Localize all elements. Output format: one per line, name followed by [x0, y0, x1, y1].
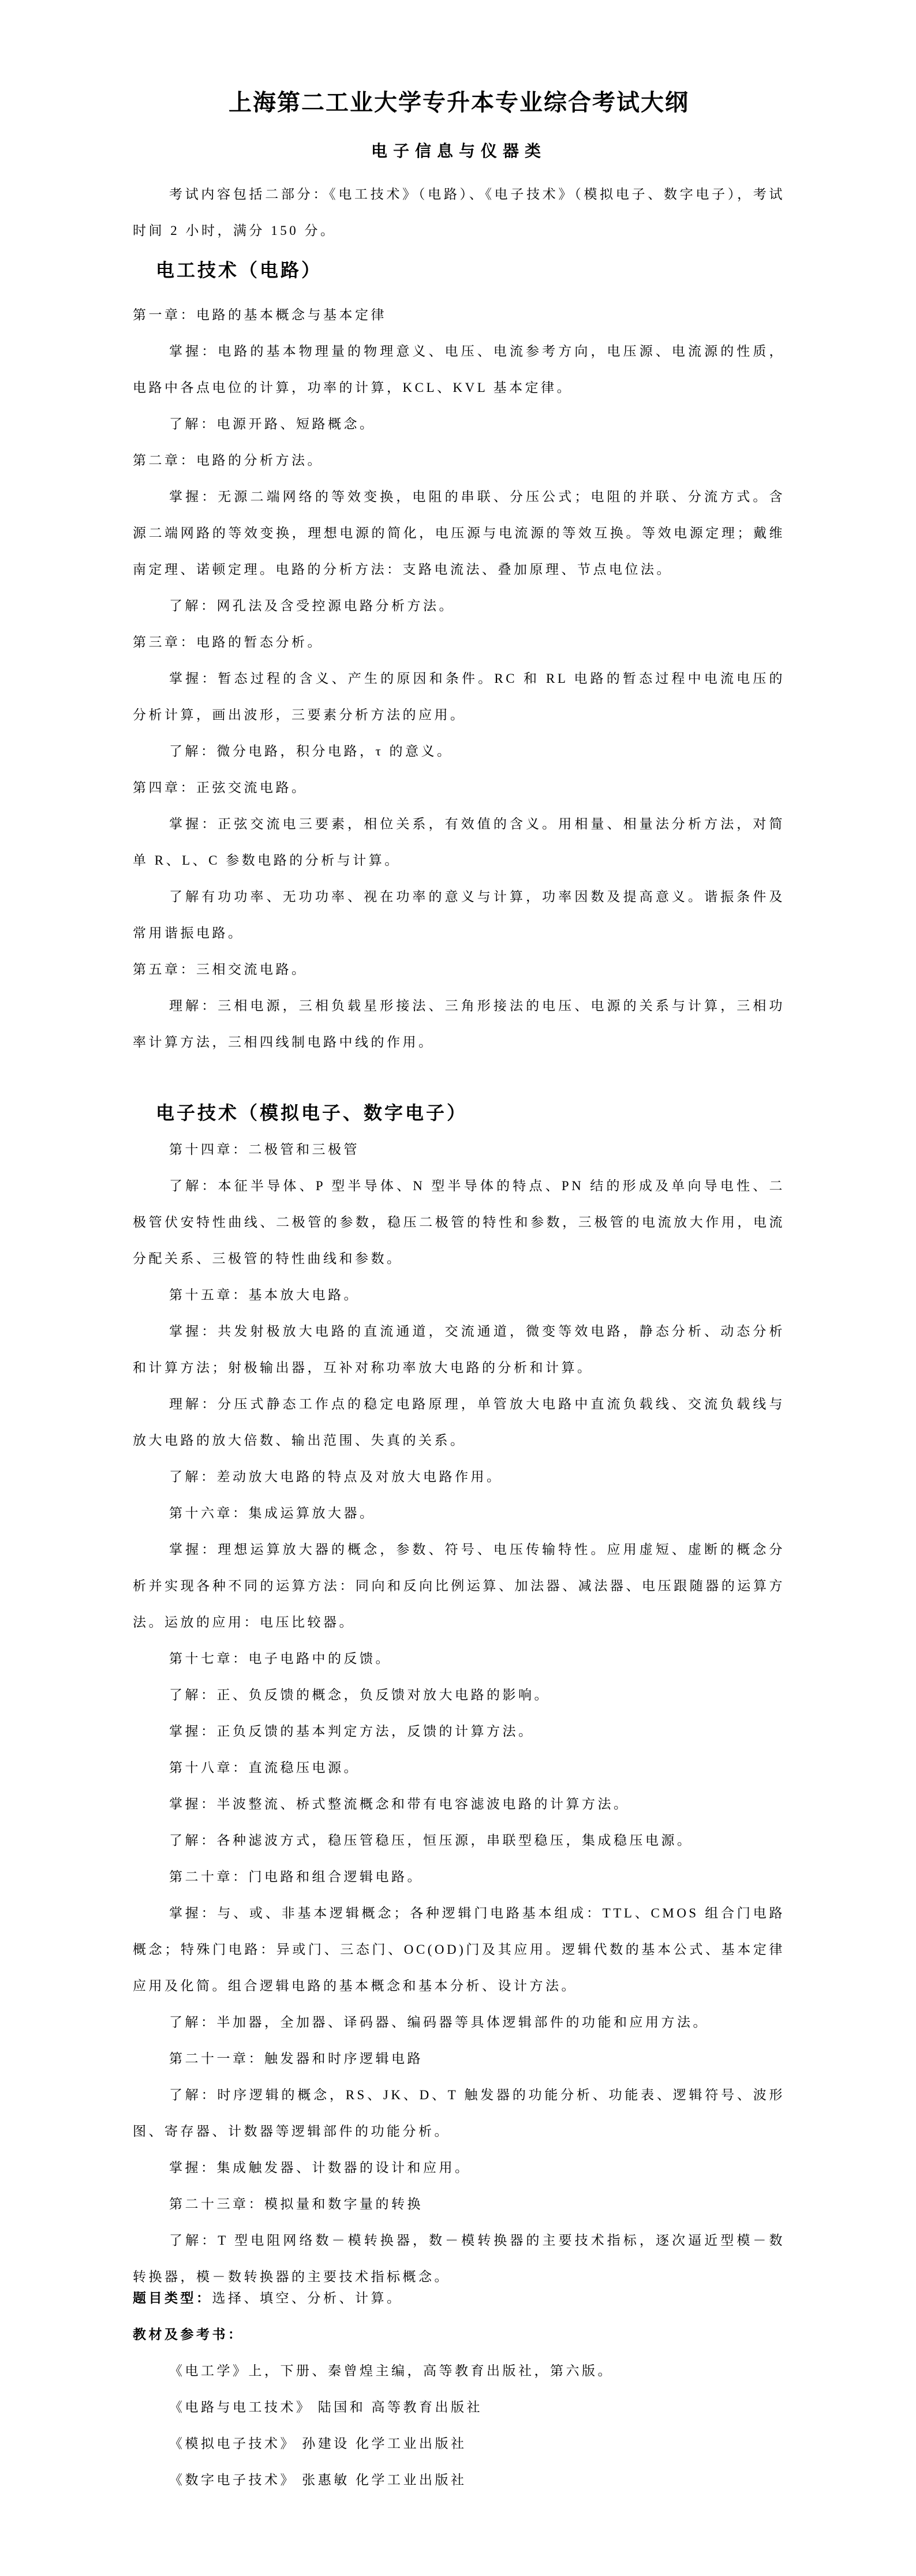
chapter-heading: 第四章：正弦交流电路。 [133, 780, 308, 795]
syllabus-paragraph: 掌握：半波整流、桥式整流概念和带有电容滤波电路的计算方法。 [169, 1797, 630, 1811]
syllabus-paragraph: 了解：时序逻辑的概念，RS、JK、D、T 触发器的功能分析、功能表、逻辑符号、波形图、寄存器、计数器等逻辑部件的功能分析。 [133, 2088, 785, 2138]
syllabus-paragraph: 了解：差动放大电路的特点及对放大电路作用。 [169, 1470, 503, 1484]
chapter-heading: 第五章：三相交流电路。 [133, 962, 308, 977]
syllabus-paragraph: 掌握：理想运算放大器的概念，参数、符号、电压传输特性。应用虚短、虚断的概念分析并实现各种不同的运算方法：同向和反向比例运算、加法器、减法器、电压跟随器的运算方法。运放的应用：电压比较器。 [133, 1542, 785, 1629]
syllabus-paragraph: 了解：电源开路、短路概念。 [169, 417, 376, 431]
chapter-heading: 第十五章：基本放大电路。 [169, 1288, 360, 1302]
section-heading: 电工技术（电路） [156, 260, 323, 281]
reference-book-item: 《数字电子技术》 张惠敏 化学工业出版社 [169, 2473, 467, 2487]
syllabus-paragraph: 掌握：正弦交流电三要素，相位关系，有效值的含义。用相量、相量法分析方法，对简单 R、L、C 参数电路的分析与计算。 [133, 817, 785, 868]
syllabus-paragraph: 了解：正、负反馈的概念，负反馈对放大电路的影响。 [169, 1688, 550, 1702]
chapter-heading: 第十六章：集成运算放大器。 [169, 1506, 376, 1520]
references-heading: 教材及参考书： [133, 2327, 244, 2342]
syllabus-paragraph: 掌握：共发射极放大电路的直流通道，交流通道，微变等效电路，静态分析、动态分析和计算方法；射极输出器，互补对称功率放大电路的分析和计算。 [133, 1324, 785, 1375]
syllabus-paragraph: 了解：T 型电阻网络数－模转换器，数－模转换器的主要技术指标，逐次逼近型模－数转换器，模－数转换器的主要技术指标概念。 [133, 2233, 785, 2284]
references-list [133, 2353, 785, 2498]
chapter-heading: 第二十章：门电路和组合逻辑电路。 [169, 1870, 423, 1884]
chapter-heading: 第二十一章：触发器和时序逻辑电路 [169, 2051, 423, 2066]
section-heading: 电子技术（模拟电子、数字电子） [156, 1102, 468, 1123]
chapter-heading: 第一章：电路的基本概念与基本定律 [133, 308, 387, 322]
syllabus-paragraph: 掌握：正负反馈的基本判定方法，反馈的计算方法。 [169, 1724, 534, 1738]
reference-book-item: 《模拟电子技术》 孙建设 化学工业出版社 [169, 2436, 467, 2451]
reference-book-item: 《电路与电工技术》 陆国和 高等教育出版社 [169, 2400, 483, 2414]
syllabus-paragraph: 了解：各种滤波方式，稳压管稳压，恒压源，串联型稳压，集成稳压电源。 [169, 1833, 693, 1848]
chapter-heading: 第二十三章：模拟量和数字量的转换 [169, 2197, 423, 2211]
chapter-heading: 第十八章：直流稳压电源。 [169, 1760, 360, 1775]
question-types-label: 题目类型： [133, 2291, 212, 2305]
intro-paragraph: 考试内容包括二部分：《电工技术》（电路）、《电子技术》（模拟电子、数字电子），考试时间 2 小时，满分 150 分。 [133, 187, 785, 238]
reference-book-item: 《电工学》上，下册、秦曾煌主编，高等教育出版社，第六版。 [169, 2364, 614, 2378]
syllabus-paragraph: 掌握：暂态过程的含义、产生的原因和条件。RC 和 RL 电路的暂态过程中电流电压的分析计算，画出波形，三要素分析方法的应用。 [133, 671, 785, 722]
chapter-heading: 第十四章：二极管和三极管 [169, 1142, 360, 1157]
document-subtitle: 电子信息与仪器类 [371, 143, 547, 160]
document-body [133, 176, 785, 2498]
syllabus-paragraph: 掌握：与、或、非基本逻辑概念；各种逻辑门电路基本组成：TTL、CMOS 组合门电路概念；特殊门电路：异或门、三态门、OC(OD)门及其应用。逻辑代数的基本公式、基本定律应用及化简。组合逻辑电路的基本概念和基本分析、设计方法。 [133, 1906, 785, 1993]
document-title: 上海第二工业大学专升本专业综合考试大纲 [229, 89, 689, 115]
syllabus-paragraph: 理解：三相电源，三相负载星形接法、三角形接法的电压、电源的关系与计算，三相功率计算方法，三相四线制电路中线的作用。 [133, 999, 785, 1049]
question-types-line [133, 2280, 785, 2316]
syllabus-paragraph: 了解：本征半导体、P 型半导体、N 型半导体的特点、PN 结的形成及单向导电性、二极管伏安特性曲线、二极管的参数，稳压二极管的特性和参数，三极管的电流放大作用，电流分配关系、三极管的特性曲线和参数。 [133, 1179, 785, 1266]
syllabus-sections [133, 252, 785, 2295]
chapter-heading: 第二章：电路的分析方法。 [133, 453, 323, 468]
chapter-heading: 第三章：电路的暂态分析。 [133, 635, 323, 649]
syllabus-paragraph: 了解：微分电路，积分电路，τ 的意义。 [169, 744, 453, 758]
syllabus-paragraph: 理解：分压式静态工作点的稳定电路原理，单管放大电路中直流负载线、交流负载线与放大电路的放大倍数、输出范围、失真的关系。 [133, 1397, 785, 1448]
question-types-text: 选择、填空、分析、计算。 [212, 2291, 403, 2305]
syllabus-paragraph: 掌握：集成触发器、计数器的设计和应用。 [169, 2160, 471, 2175]
chapter-heading: 第十七章：电子电路中的反馈。 [169, 1651, 391, 1666]
syllabus-paragraph: 掌握：电路的基本物理量的物理意义、电压、电流参考方向，电压源、电流源的性质，电路中各点电位的计算，功率的计算，KCL、KVL 基本定律。 [133, 344, 785, 395]
footer-block [133, 2280, 785, 2498]
syllabus-paragraph: 了解有功功率、无功功率、视在功率的意义与计算，功率因数及提高意义。谐振条件及常用谐振电路。 [133, 889, 785, 940]
syllabus-paragraph: 掌握：无源二端网络的等效变换，电阻的串联、分压公式；电阻的并联、分流方式。含源二端网路的等效变换，理想电源的简化，电压源与电流源的等效互换。等效电源定理；戴维南定理、诺顿定理。电路的分析方法：支路电流法、叠加原理、节点电位法。 [133, 489, 785, 577]
syllabus-paragraph: 了解：网孔法及含受控源电路分析方法。 [169, 599, 455, 613]
syllabus-paragraph: 了解：半加器，全加器、译码器、编码器等具体逻辑部件的功能和应用方法。 [169, 2015, 709, 2029]
